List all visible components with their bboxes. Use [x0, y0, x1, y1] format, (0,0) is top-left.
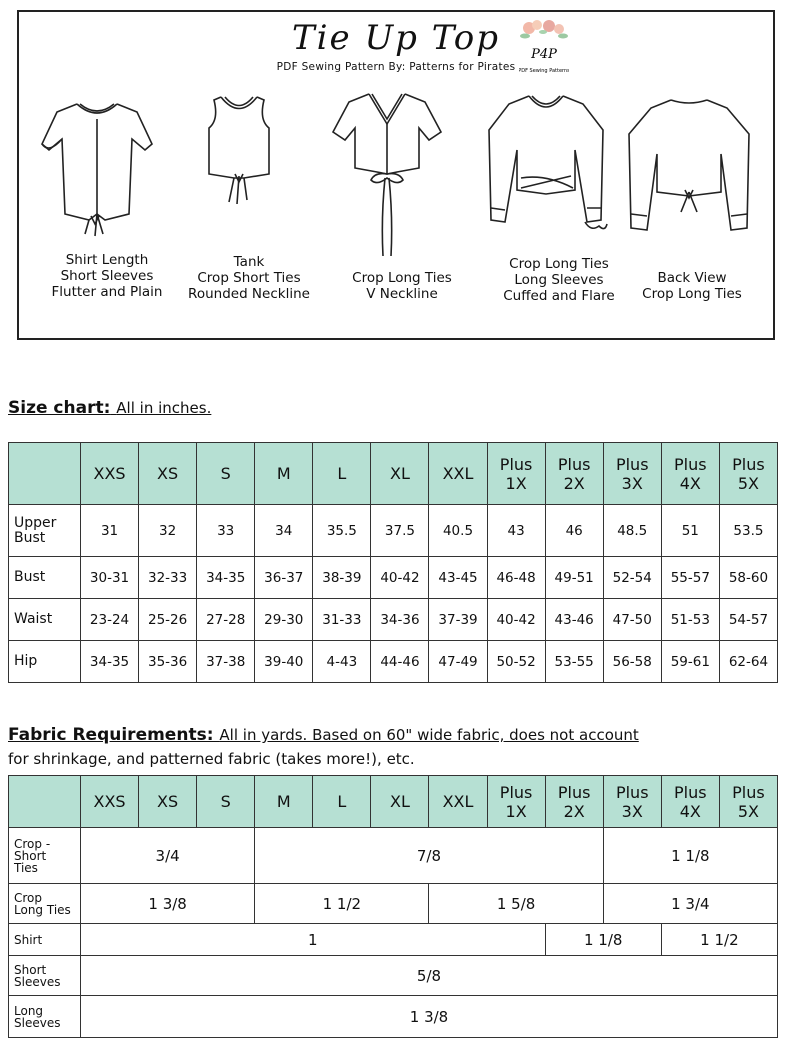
size-header-cell: Plus 2X: [545, 443, 603, 505]
style-caption-2: [179, 254, 319, 302]
measurement-cell: 51-53: [661, 599, 719, 641]
logo-subtext: PDF Sewing Patterns: [519, 68, 569, 74]
size-header-cell: XXL: [429, 776, 487, 828]
logo-wordmark: P4P: [531, 47, 557, 62]
row-label: Upper Bust: [9, 505, 81, 557]
yardage-cell: 1 3/4: [603, 884, 777, 924]
yardage-cell: 1 1/2: [255, 884, 429, 924]
measurement-cell: 52-54: [603, 557, 661, 599]
size-header-cell: Plus 4X: [661, 776, 719, 828]
row-label: Long Sleeves: [9, 996, 81, 1038]
measurement-cell: 46-48: [487, 557, 545, 599]
measurement-cell: 38-39: [313, 557, 371, 599]
measurement-cell: 35-36: [139, 641, 197, 683]
corner-cell: [9, 443, 81, 505]
measurement-cell: 47-49: [429, 641, 487, 683]
measurement-cell: 34-35: [197, 557, 255, 599]
measurement-cell: 50-52: [487, 641, 545, 683]
size-chart-table: [8, 442, 778, 683]
size-header-cell: Plus 3X: [603, 776, 661, 828]
shirt-short-sleeve-illustration: [37, 94, 157, 244]
size-header-cell: Plus 4X: [661, 443, 719, 505]
yardage-cell: 1 3/8: [81, 884, 255, 924]
caption-line: Flutter and Plain: [51, 284, 163, 300]
size-header-cell: Plus 1X: [487, 776, 545, 828]
yardage-cell: 1 1/2: [661, 924, 777, 956]
caption-line: Crop Long Ties: [509, 256, 609, 272]
measurement-cell: 40-42: [487, 599, 545, 641]
size-header-cell: XL: [371, 443, 429, 505]
size-header-cell: XS: [139, 443, 197, 505]
measurement-cell: 4-43: [313, 641, 371, 683]
yardage-cell: 1 1/8: [545, 924, 661, 956]
size-header-cell: S: [197, 443, 255, 505]
measurement-cell: 48.5: [603, 505, 661, 557]
caption-line: Crop Long Ties: [642, 286, 742, 302]
corner-cell: [9, 776, 81, 828]
brand-logo: [519, 20, 569, 76]
row-label: Hip: [9, 641, 81, 683]
measurement-cell: 51: [661, 505, 719, 557]
measurement-cell: 37-39: [429, 599, 487, 641]
pattern-title: Tie Up Top: [292, 18, 500, 58]
measurement-cell: 56-58: [603, 641, 661, 683]
measurement-cell: 58-60: [719, 557, 777, 599]
size-header-cell: L: [313, 443, 371, 505]
caption-line: Tank: [233, 254, 265, 270]
table-row: [9, 557, 778, 599]
style-caption-4: [489, 256, 629, 304]
measurement-cell: 62-64: [719, 641, 777, 683]
caption-line: Crop Short Ties: [197, 270, 301, 286]
measurement-cell: 43-46: [545, 599, 603, 641]
pattern-subtitle: PDF Sewing Pattern By: Patterns for Pirates: [276, 61, 516, 73]
measurement-cell: 39-40: [255, 641, 313, 683]
caption-line: Short Sleeves: [60, 268, 154, 284]
fabric-heading: [8, 725, 639, 745]
size-header-cell: M: [255, 776, 313, 828]
table-row: [9, 924, 778, 956]
caption-line: Rounded Neckline: [188, 286, 310, 302]
measurement-cell: 47-50: [603, 599, 661, 641]
style-caption-3: [337, 270, 467, 302]
size-header-cell: Plus 5X: [719, 776, 777, 828]
measurement-cell: 33: [197, 505, 255, 557]
size-header-row: [9, 443, 778, 505]
table-row: [9, 599, 778, 641]
yardage-cell: 1: [81, 924, 546, 956]
size-chart-title: Size chart:: [8, 398, 111, 418]
size-header-cell: Plus 5X: [719, 443, 777, 505]
caption-line: Long Sleeves: [514, 272, 604, 288]
row-label: Shirt: [9, 924, 81, 956]
measurement-cell: 34-36: [371, 599, 429, 641]
measurement-cell: 31-33: [313, 599, 371, 641]
caption-line: Cuffed and Flare: [503, 288, 615, 304]
caption-line: V Neckline: [366, 286, 438, 302]
size-header-cell: Plus 2X: [545, 776, 603, 828]
fabric-note-line1: All in yards. Based on 60" wide fabric, does not account: [219, 726, 639, 744]
measurement-cell: 43: [487, 505, 545, 557]
table-row: [9, 956, 778, 996]
measurement-cell: 46: [545, 505, 603, 557]
measurement-cell: 31: [81, 505, 139, 557]
size-header-cell: S: [197, 776, 255, 828]
measurement-cell: 25-26: [139, 599, 197, 641]
caption-line: Crop Long Ties: [352, 270, 452, 286]
measurement-cell: 34-35: [81, 641, 139, 683]
table-row: [9, 505, 778, 557]
size-header-cell: Plus 3X: [603, 443, 661, 505]
measurement-cell: 37.5: [371, 505, 429, 557]
measurement-cell: 59-61: [661, 641, 719, 683]
size-header-cell: L: [313, 776, 371, 828]
size-header-cell: Plus 1X: [487, 443, 545, 505]
table-row: [9, 641, 778, 683]
measurement-cell: 37-38: [197, 641, 255, 683]
size-header-row: [9, 776, 778, 828]
back-view-illustration: [619, 94, 759, 254]
measurement-cell: 30-31: [81, 557, 139, 599]
size-header-cell: XS: [139, 776, 197, 828]
measurement-cell: 36-37: [255, 557, 313, 599]
yardage-cell: 1 3/8: [81, 996, 778, 1038]
measurement-cell: 53.5: [719, 505, 777, 557]
measurement-cell: 35.5: [313, 505, 371, 557]
fabric-note-line2: for shrinkage, and patterned fabric (takes more!), etc.: [8, 750, 415, 768]
size-header-cell: M: [255, 443, 313, 505]
row-label: Waist: [9, 599, 81, 641]
measurement-cell: 34: [255, 505, 313, 557]
size-header-cell: XL: [371, 776, 429, 828]
measurement-cell: 44-46: [371, 641, 429, 683]
size-header-cell: XXL: [429, 443, 487, 505]
measurement-cell: 49-51: [545, 557, 603, 599]
caption-line: Shirt Length: [65, 252, 149, 268]
row-label: Bust: [9, 557, 81, 599]
yardage-cell: 3/4: [81, 828, 255, 884]
measurement-cell: 29-30: [255, 599, 313, 641]
yardage-cell: 5/8: [81, 956, 778, 996]
fabric-title: Fabric Requirements:: [8, 725, 214, 745]
caption-line: Back View: [657, 270, 727, 286]
style-caption-5: [627, 270, 757, 302]
yardage-cell: 1 5/8: [429, 884, 603, 924]
table-row: [9, 884, 778, 924]
crop-vneck-illustration: [327, 88, 447, 258]
measurement-cell: 40.5: [429, 505, 487, 557]
measurement-cell: 32-33: [139, 557, 197, 599]
style-caption-1: [47, 252, 167, 300]
row-label: Short Sleeves: [9, 956, 81, 996]
measurement-cell: 27-28: [197, 599, 255, 641]
size-header-cell: XXS: [81, 776, 139, 828]
size-chart-note: All in inches.: [116, 399, 212, 417]
measurement-cell: 43-45: [429, 557, 487, 599]
size-header-cell: XXS: [81, 443, 139, 505]
yardage-cell: 1 1/8: [603, 828, 777, 884]
measurement-cell: 40-42: [371, 557, 429, 599]
measurement-cell: 53-55: [545, 641, 603, 683]
row-label: Crop Long Ties: [9, 884, 81, 924]
measurement-cell: 32: [139, 505, 197, 557]
size-chart-heading: [8, 398, 211, 418]
measurement-cell: 54-57: [719, 599, 777, 641]
table-row: [9, 828, 778, 884]
table-row: [9, 996, 778, 1038]
yardage-cell: 7/8: [255, 828, 603, 884]
measurement-cell: 23-24: [81, 599, 139, 641]
measurement-cell: 55-57: [661, 557, 719, 599]
pattern-header-box: [17, 10, 775, 340]
fabric-requirements-table: [8, 775, 778, 1038]
crop-long-sleeve-illustration: [481, 90, 611, 250]
tank-illustration: [199, 92, 279, 212]
row-label: Crop - Short Ties: [9, 828, 81, 884]
